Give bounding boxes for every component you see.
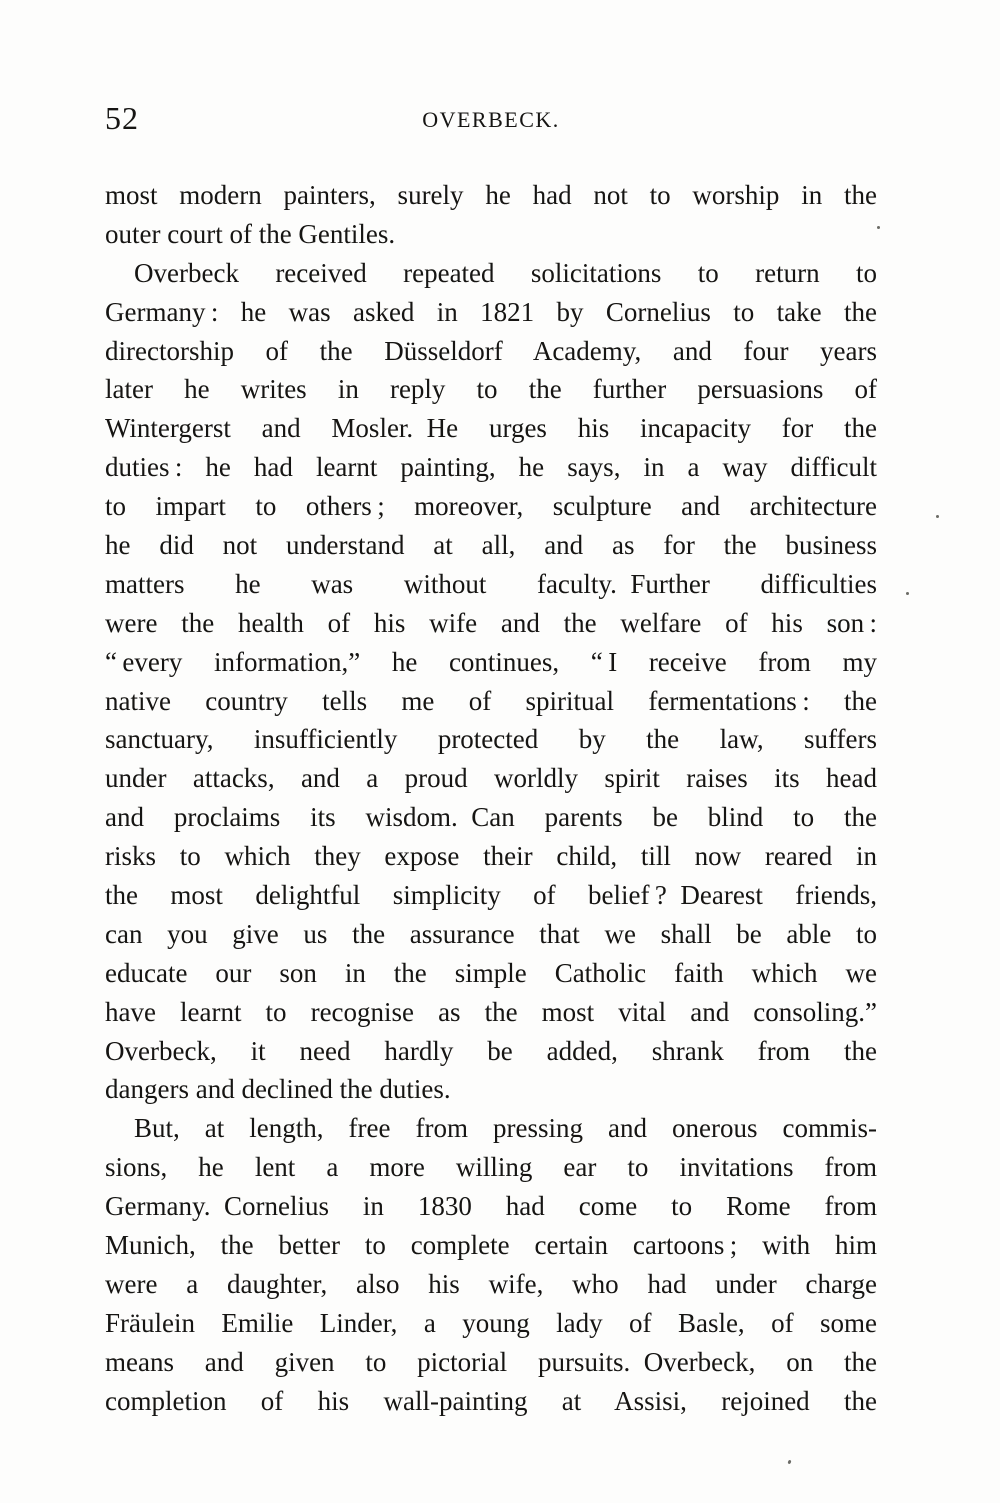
- text-line: But, at length, free from pressing and onerous commis-: [134, 1113, 877, 1144]
- text-line: duties : he had learnt painting, he says, in a way difficult: [105, 452, 877, 483]
- text-line: outer court of the Gentiles.: [105, 218, 396, 249]
- text-line: sions, he lent a more willing ear to invitations from: [105, 1152, 877, 1183]
- text-line: Munich, the better to complete certain cartoons ; with him: [105, 1230, 877, 1261]
- text-line: risks to which they expose their child, till now reared in: [105, 841, 877, 872]
- text-line: Overbeck, it need hardly be added, shrank from the: [105, 1035, 877, 1066]
- text-line: “ every information,” he continues, “ I receive from my: [105, 646, 877, 677]
- text-line: Wintergerst and Mosler. He urges his incapacity for the: [105, 413, 877, 444]
- text-line: and proclaims its wisdom. Can parents be blind to the: [105, 802, 877, 833]
- text-line: later he writes in reply to the further persuasions of: [105, 374, 877, 405]
- text-line: means and given to pictorial pursuits. Overbeck, on the: [105, 1346, 877, 1377]
- page-text: [105, 176, 877, 1421]
- scan-speck: [787, 1460, 791, 1465]
- text-line: have learnt to recognise as the most vital and consoling.”: [105, 996, 877, 1027]
- scan-speck: [906, 592, 909, 595]
- text-line: were the health of his wife and the welfare of his son :: [105, 607, 877, 638]
- text-line: Fräulein Emilie Linder, a young lady of Basle, of some: [105, 1307, 877, 1338]
- text-line: matters he was without faculty. Further difficulties: [105, 568, 877, 599]
- text-line: native country tells me of spiritual fermentations : the: [105, 685, 877, 716]
- text-line: to impart to others ; moreover, sculpture and architecture: [105, 491, 877, 522]
- text-line: were a daughter, also his wife, who had under charge: [105, 1268, 877, 1299]
- page-header: [105, 100, 877, 142]
- text-line: can you give us the assurance that we shall be able to: [105, 918, 877, 949]
- text-line: most modern painters, surely he had not to worship in the: [105, 180, 877, 210]
- text-line: Germany. Cornelius in 1830 had come to Rome from: [105, 1191, 877, 1222]
- text-line: Germany : he was asked in 1821 by Cornelius to take the: [105, 296, 877, 327]
- page-number: 52: [105, 100, 139, 136]
- text-line: the most delightful simplicity of belief ? Dearest friends,: [105, 880, 877, 911]
- text-line: dangers and declined the duties.: [105, 1074, 451, 1105]
- text-line: Overbeck received repeated solicitations to return to: [134, 257, 877, 288]
- text-line: under attacks, and a proud worldly spirit raises its head: [105, 763, 877, 794]
- text-line: completion of his wall-painting at Assisi, rejoined the: [105, 1385, 877, 1416]
- scan-speck: [936, 515, 939, 518]
- text-line: educate our son in the simple Catholic faith which we: [105, 957, 877, 988]
- running-header: OVERBECK.: [422, 107, 560, 132]
- text-line: directorship of the Düsseldorf Academy, and four years: [105, 335, 877, 366]
- text-line: he did not understand at all, and as for the business: [105, 530, 877, 561]
- scan-speck: [877, 226, 880, 229]
- text-line: sanctuary, insufficiently protected by the law, suffers: [105, 724, 877, 755]
